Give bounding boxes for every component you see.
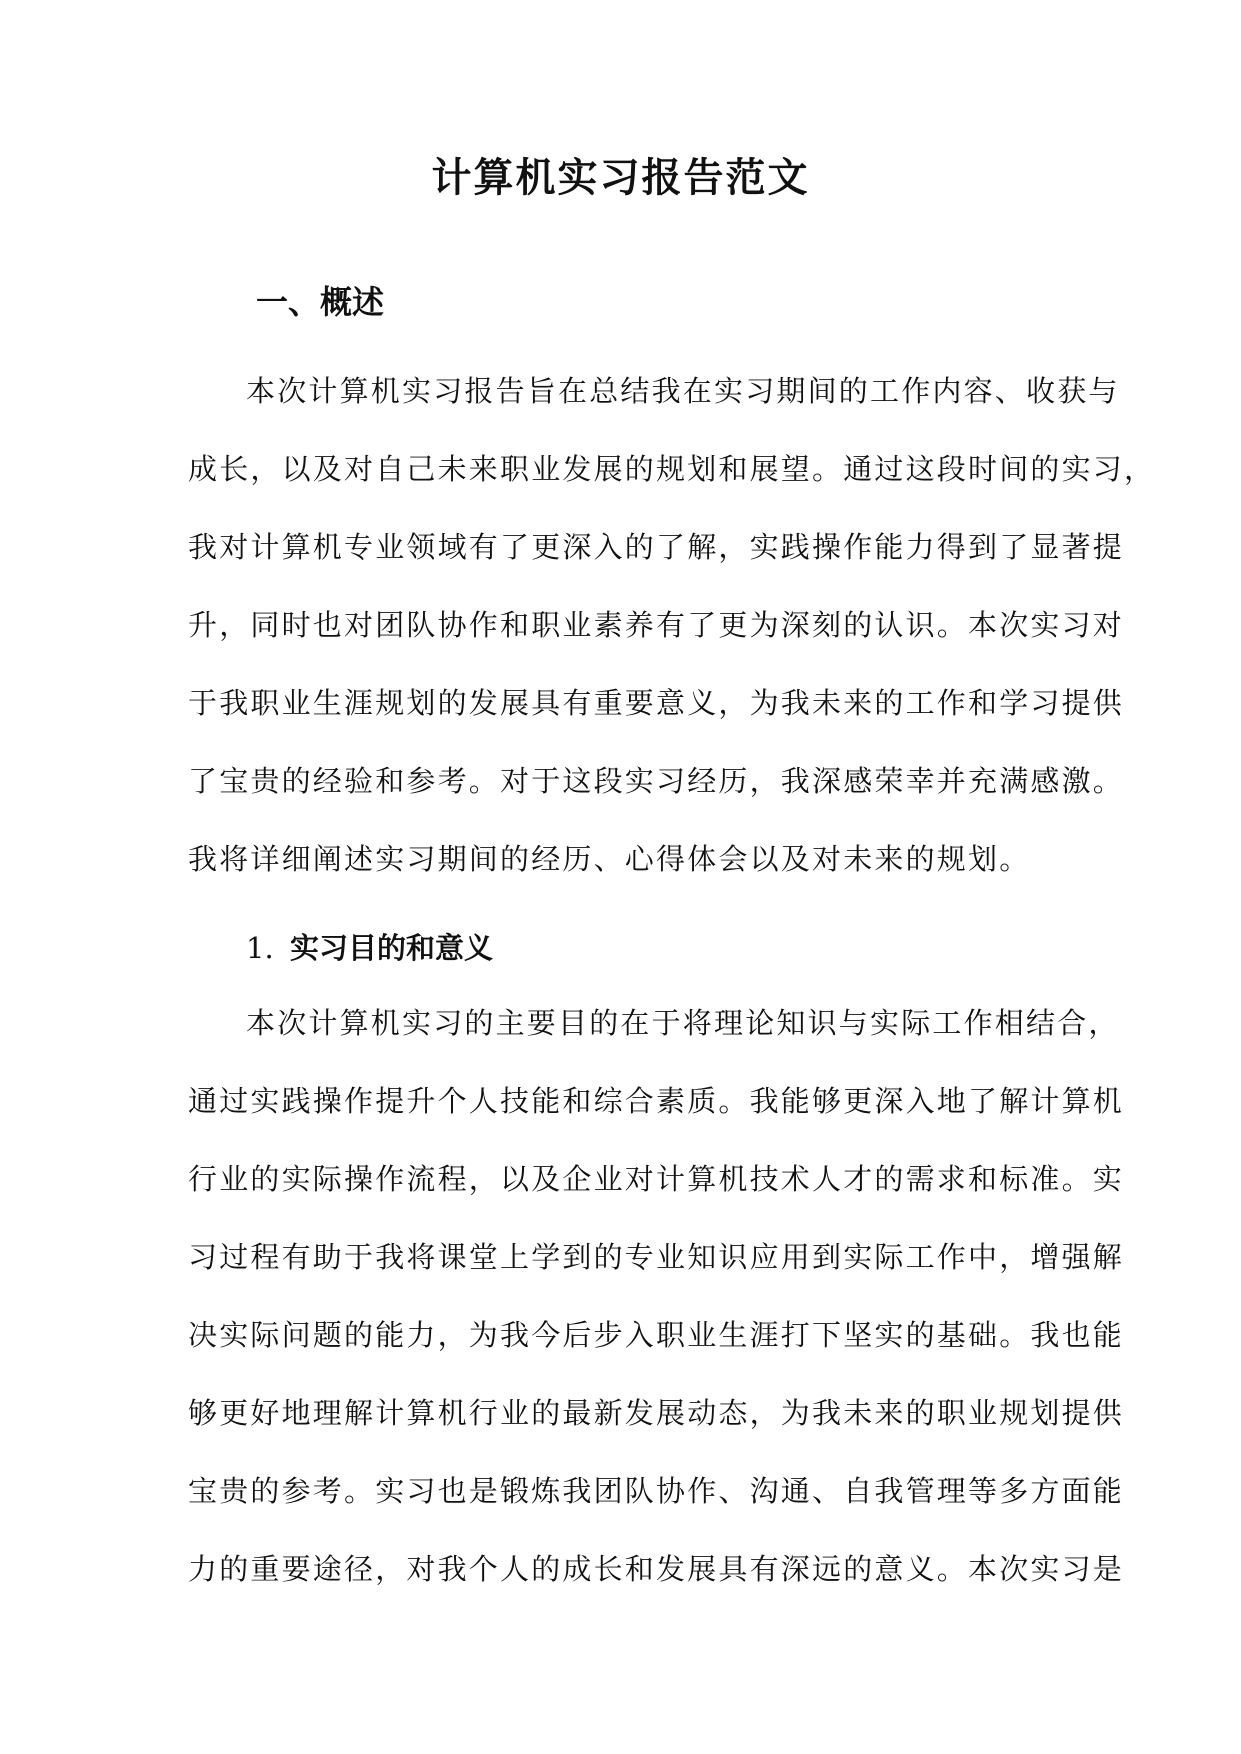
overview-paragraph xyxy=(188,352,1156,898)
paragraph-line: 通过实践操作提升个人技能和综合素质。我能够更深入地了解计算机 xyxy=(188,1084,1125,1118)
paragraph-line: 了宝贵的经验和参考。对于这段实习经历，我深感荣幸并充满感激。 xyxy=(188,764,1125,798)
paragraph-line: 本次计算机实习报告旨在总结我在实习期间的工作内容、收获与 xyxy=(246,374,1120,408)
paragraph-line: 力的重要途径，对我个人的成长和发展具有深远的意义。本次实习是 xyxy=(188,1552,1125,1586)
paragraph-line: 够更好地理解计算机行业的最新发展动态，为我未来的职业规划提供 xyxy=(188,1396,1125,1430)
paragraph-line: 本次计算机实习的主要目的在于将理论知识与实际工作相结合， xyxy=(246,1006,1120,1040)
paragraph-line: 升，同时也对团队协作和职业素养有了更为深刻的认识。本次实习对 xyxy=(188,608,1125,642)
subsection-heading-text: 实习目的和意义 xyxy=(290,931,494,965)
purpose-paragraph xyxy=(188,984,1125,1608)
paragraph-line: 习过程有助于我将课堂上学到的专业知识应用到实际工作中，增强解 xyxy=(188,1240,1125,1274)
paragraph-line: 宝贵的参考。实习也是锻炼我团队协作、沟通、自我管理等多方面能 xyxy=(188,1474,1125,1508)
subsection-heading-purpose xyxy=(246,926,493,970)
paragraph-line: 行业的实际操作流程，以及企业对计算机技术人才的需求和标准。实 xyxy=(188,1162,1125,1196)
paragraph-line: 成长，以及对自己未来职业发展的规划和展望。通过这段时间的实习， xyxy=(188,452,1156,486)
paragraph-line: 我对计算机专业领域有了更深入的了解，实践操作能力得到了显著提 xyxy=(188,530,1125,564)
document-title: 计算机实习报告范文 xyxy=(431,154,810,201)
section-heading-overview: 一、概述 xyxy=(256,283,385,321)
paragraph-line: 我将详细阐述实习期间的经历、心得体会以及对未来的规划。 xyxy=(188,842,1031,876)
subsection-number: 1. xyxy=(246,931,274,965)
paragraph-line: 于我职业生涯规划的发展具有重要意义，为我未来的工作和学习提供 xyxy=(188,686,1125,720)
paragraph-line: 决实际问题的能力，为我今后步入职业生涯打下坚实的基础。我也能 xyxy=(188,1318,1125,1352)
